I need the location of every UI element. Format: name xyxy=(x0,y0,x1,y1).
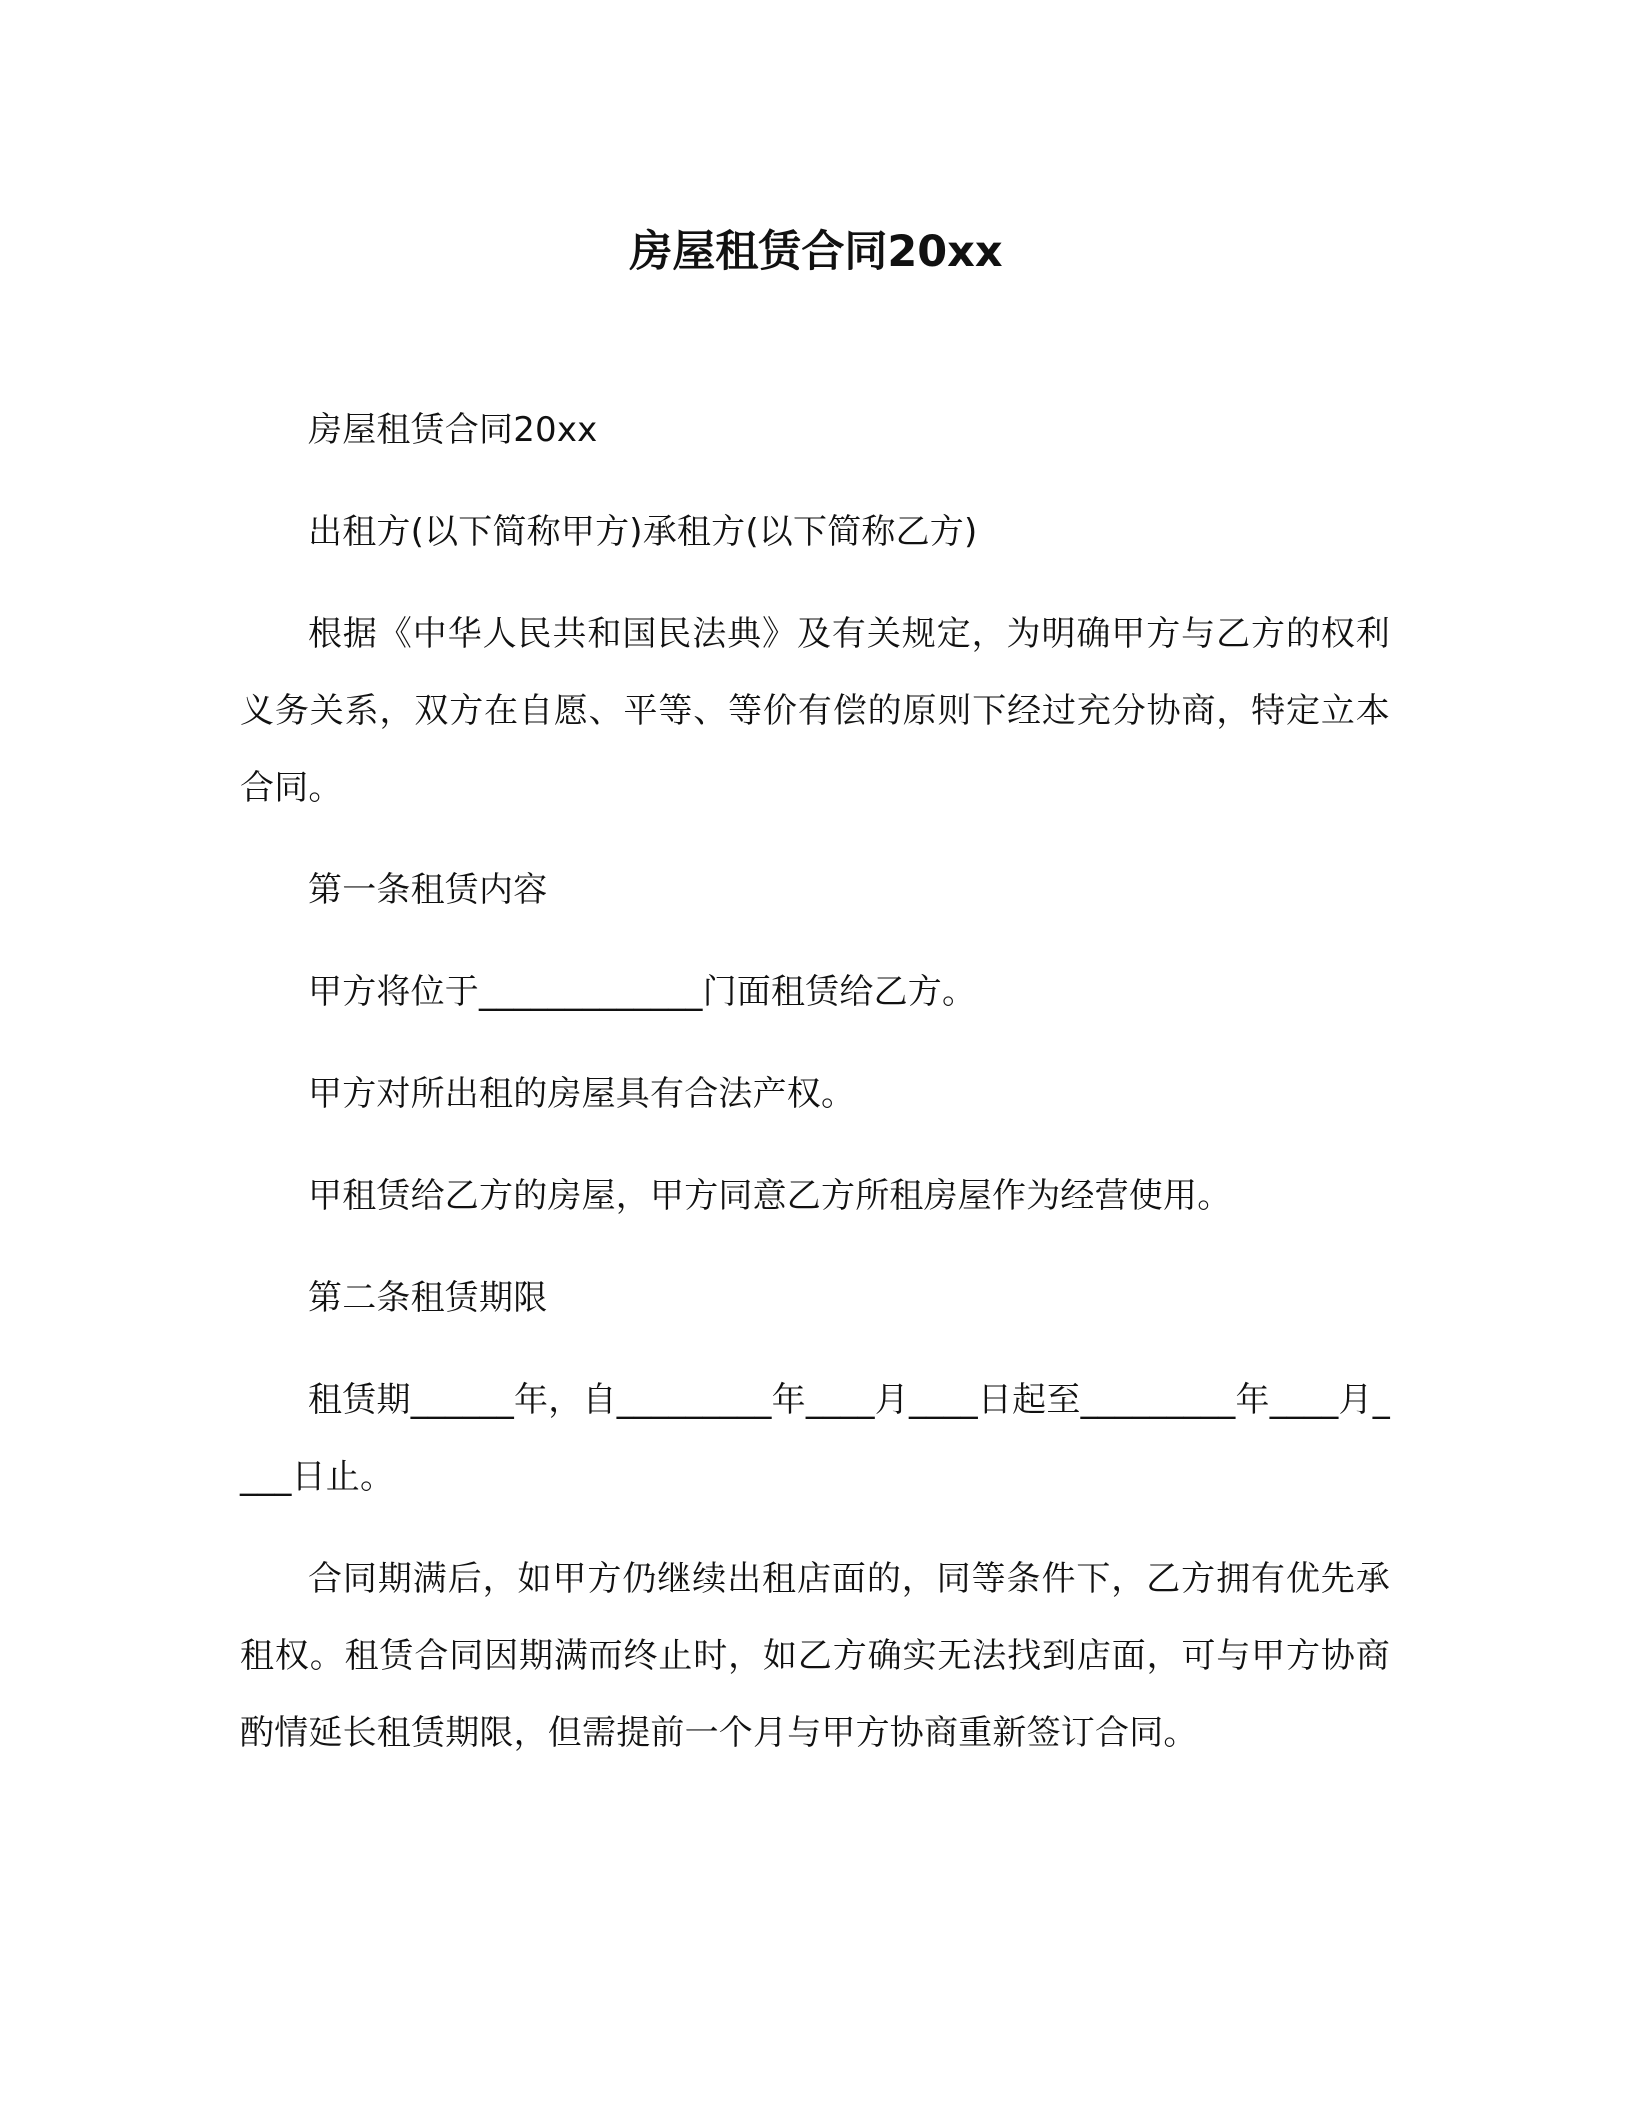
section-heading-lease-term: 第二条租赁期限 xyxy=(308,1278,548,1318)
paragraph-premises-location: 甲方将位于_____________门面租赁给乙方。 xyxy=(308,972,977,1012)
paragraph-renewal: 合同期满后，如甲方仍继续出租店面的，同等条件下，乙方拥有优先承租权。租赁合同因期满而终止时，如乙方确实无法找到店面，可与甲方协商酌情延长租赁期限，但需提前一个月与甲方协商重新签订合同。 xyxy=(240,1559,1390,1753)
paragraph-subtitle: 房屋租赁合同20xx xyxy=(308,410,598,450)
document-body xyxy=(240,392,1390,1797)
paragraph-term-dates: 租赁期______年，自_________年____月____日起至_________年____月____日止。 xyxy=(240,1380,1390,1497)
section-heading-lease-content: 第一条租赁内容 xyxy=(308,870,548,910)
document-title: 房屋租赁合同20xx xyxy=(629,227,1003,277)
paragraph-property-right: 甲方对所出租的房屋具有合法产权。 xyxy=(308,1074,856,1114)
paragraph-preamble: 根据《中华人民共和国民法典》及有关规定，为明确甲方与乙方的权利义务关系，双方在自愿、平等、等价有偿的原则下经过充分协商，特定立本合同。 xyxy=(240,614,1390,808)
paragraph-usage: 甲租赁给乙方的房屋，甲方同意乙方所租房屋作为经营使用。 xyxy=(308,1176,1232,1216)
paragraph-parties: 出租方(以下简称甲方)承租方(以下简称乙方) xyxy=(308,512,978,552)
